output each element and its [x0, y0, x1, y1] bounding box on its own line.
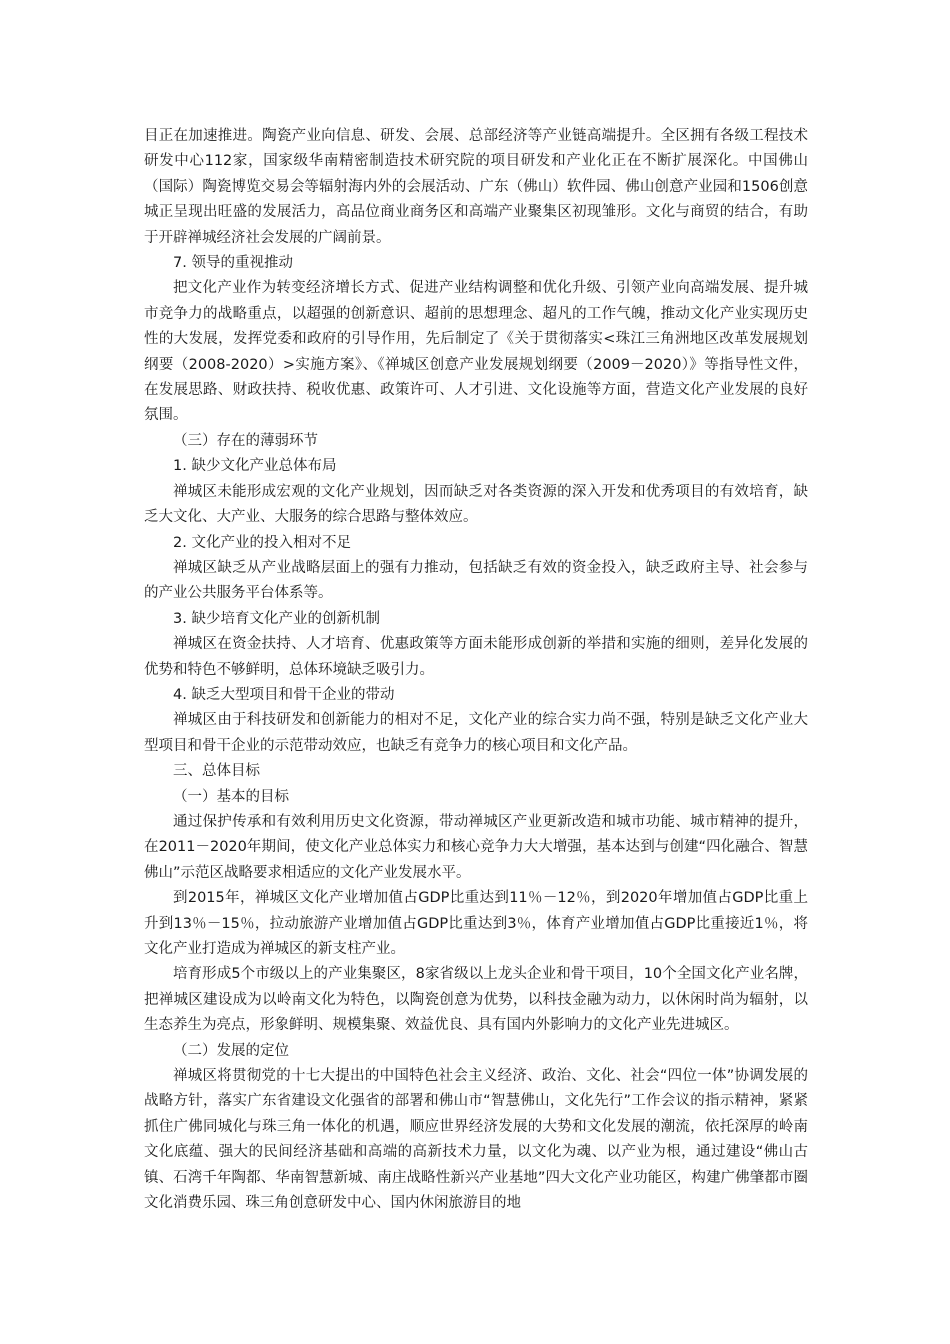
paragraph-body: 禅城区将贯彻党的十七大提出的中国特色社会主义经济、政治、文化、社会“四位一体”协调发展的战略方针，落实广东省建设文化强省的部署和佛山市“智慧佛山，文化先行”工作会议的指示精神，紧紧抓住广佛同城化与珠三角一体化的机遇，顺应世界经济发展的大势和文化发展的潮流，依托深厚的岭南文化底蕴、强大的民间经济基础和高端的高新技术力量，以文化为魂、以产业为根，通过建设“佛山古镇、石湾千年陶都、华南智慧新城、南庄战略性新兴产业基地”四大文化产业功能区，构建广佛肇都市圈文化消费乐园、珠三角创意研发中心、国内休闲旅游目的地 — [144, 1068, 808, 1212]
subheading-leadership: 7. 领导的重视推动 — [173, 255, 293, 272]
subheading-investment: 2. 文化产业的投入相对不足 — [173, 534, 351, 551]
section-heading-basic-goals: （一）基本的目标 — [173, 788, 289, 805]
subheading-layout: 1. 缺少文化产业总体布局 — [173, 458, 337, 475]
paragraph-body: 目正在加速推进。陶瓷产业向信息、研发、会展、总部经济等产业链高端提升。全区拥有各级工程技术研发中心112家，国家级华南精密制造技术研究院的项目研发和产业化正在不断扩展深化。中国佛山（国际）陶瓷博览交易会等辐射海内外的会展活动、广东（佛山）软件园、佛山创意产业园和1506创意城正呈现出旺盛的发展活力，高品位商业商务区和高端产业聚集区初现雏形。文化与商贸的结合，有助于开辟禅城经济社会发展的广阔前景。 — [144, 128, 808, 246]
paragraph-body: 通过保护传承和有效利用历史文化资源，带动禅城区产业更新改造和城市功能、城市精神的提升，在2011－2020年期间，使文化产业总体实力和核心竞争力大大增强，基本达到与创建“四化融合、智慧佛山”示范区战略要求相适应的文化产业发展水平。 — [144, 813, 808, 881]
subheading-innovation: 3. 缺少培育文化产业的创新机制 — [173, 610, 380, 627]
chapter-heading-goals: 三、总体目标 — [173, 763, 260, 780]
paragraph-body: 培育形成5个市级以上的产业集聚区，8家省级以上龙头企业和骨干项目，10个全国文化产业名牌，把禅城区建设成为以岭南文化为特色，以陶瓷创意为优势，以科技金融为动力，以休闲时尚为辐射，以生态养生为亮点，形象鲜明、规模集聚、效益优良、具有国内外影响力的文化产业先进城区。 — [144, 966, 808, 1034]
section-heading-positioning: （二）发展的定位 — [173, 1042, 289, 1059]
paragraph-body: 到2015年，禅城区文化产业增加值占GDP比重达到11％－12％，到2020年增加值占GDP比重上升到13％－15％，拉动旅游产业增加值占GDP比重达到3％，体育产业增加值占GDP比重接近1％，将文化产业打造成为禅城区的新支柱产业。 — [144, 890, 808, 957]
section-heading-weaknesses: （三）存在的薄弱环节 — [173, 432, 318, 449]
subheading-projects: 4. 缺乏大型项目和骨干企业的带动 — [173, 686, 395, 703]
paragraph-body: 禅城区未能形成宏观的文化产业规划，因而缺乏对各类资源的深入开发和优秀项目的有效培育，缺乏大文化、大产业、大服务的综合思路与整体效应。 — [144, 483, 808, 526]
paragraph-body: 禅城区在资金扶持、人才培育、优惠政策等方面未能形成创新的举措和实施的细则，差异化发展的优势和特色不够鲜明，总体环境缺乏吸引力。 — [144, 636, 808, 678]
paragraph-body: 把文化产业作为转变经济增长方式、促进产业结构调整和优化升级、引领产业向高端发展、提升城市竞争力的战略重点，以超强的创新意识、超前的思想理念、超凡的工作气魄，推动文化产业实现历史性的大发展，发挥党委和政府的引导作用，先后制定了《关于贯彻落实<珠江三角洲地区改革发展规划纲要（2008-2020）>实施方案》、《禅城区创意产业发展规划纲要（2009－2020）》等指导性文件，在发展思路、财政扶持、税收优惠、政策许可、人才引进、文化设施等方面，营造文化产业发展的良好氛围。 — [144, 280, 808, 424]
paragraph-body: 禅城区由于科技研发和创新能力的相对不足，文化产业的综合实力尚不强，特别是缺乏文化产业大型项目和骨干企业的示范带动效应，也缺乏有竞争力的核心项目和文化产品。 — [144, 712, 808, 754]
document-page — [144, 124, 808, 1216]
paragraph-body: 禅城区缺乏从产业战略层面上的强有力推动，包括缺乏有效的资金投入，缺乏政府主导、社会参与的产业公共服务平台体系等。 — [144, 559, 808, 602]
